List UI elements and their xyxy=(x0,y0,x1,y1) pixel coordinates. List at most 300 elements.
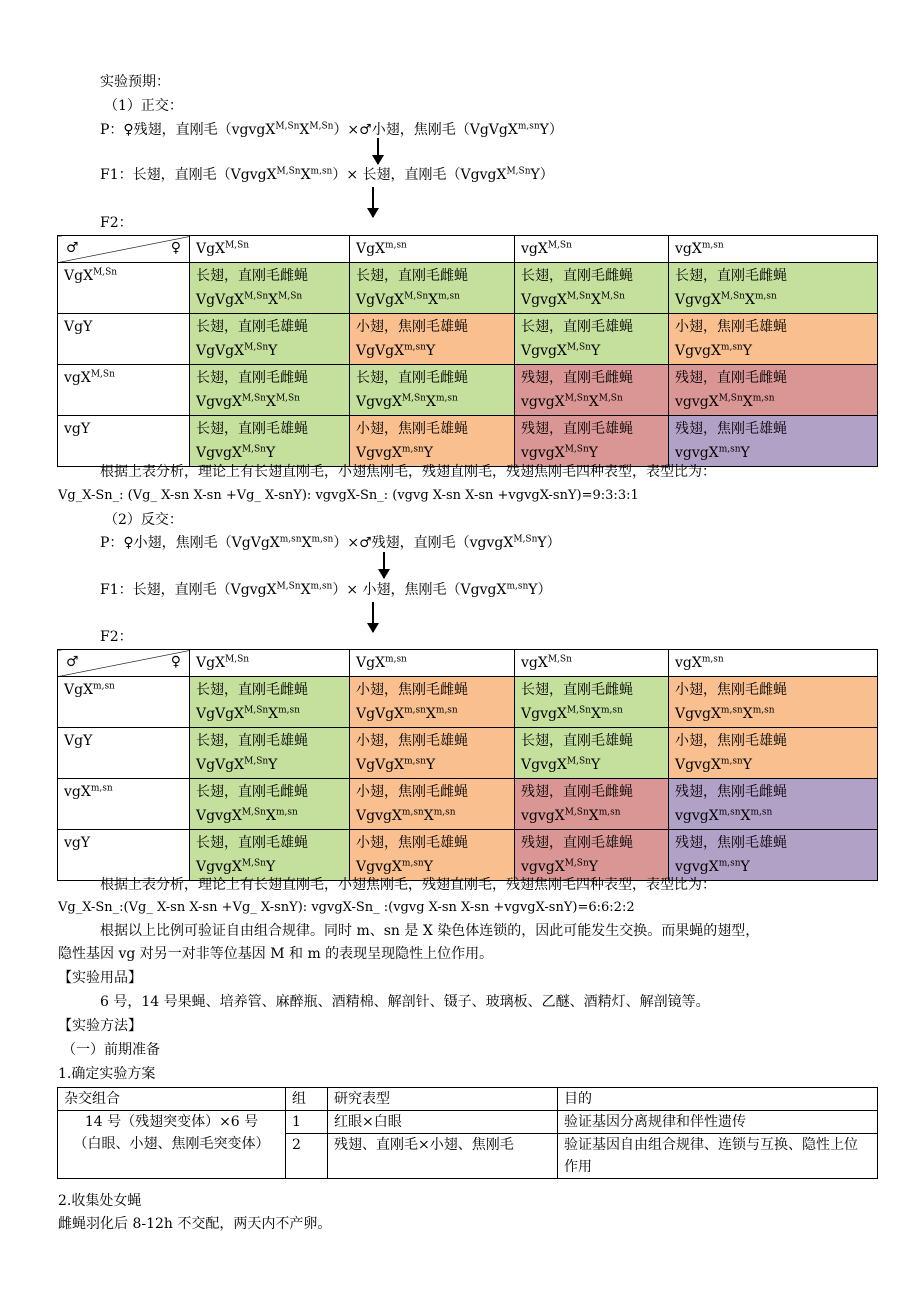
offspring-cell xyxy=(669,779,878,830)
genotype xyxy=(521,288,662,312)
materials-text: 6 号，14 号果蝇、培养管、麻醉瓶、酒精棉、解剖针、镊子、玻璃板、乙醚、酒精灯、解剖镜等。 xyxy=(100,994,710,1010)
phenotype: 小翅，焦刚毛雄蝇 xyxy=(356,421,468,437)
genotype-text: VgvgX xyxy=(356,394,402,410)
phenotype: 小翅，焦刚毛雌蝇 xyxy=(356,784,468,800)
step-title: 1.确定实验方案 xyxy=(58,1066,156,1082)
genotype-sup: M,Sn xyxy=(566,756,591,767)
phenotype: 小翅，焦刚毛雄蝇 xyxy=(675,733,787,749)
genotype-text: Y xyxy=(588,445,599,461)
f1-text: Y） xyxy=(528,582,552,598)
group-cell: 2 xyxy=(286,1134,328,1179)
genotype-text: VgVgX xyxy=(356,343,405,359)
phenotype: 残翅，直刚毛雌蝇 xyxy=(675,370,787,386)
genotype-sup: m,sn xyxy=(433,807,456,818)
genotype-text: VgVgX xyxy=(356,706,405,722)
p-generation-line xyxy=(100,120,563,140)
phenotype: 长翅，直刚毛雄蝇 xyxy=(196,319,308,335)
f1-sup: m,sn xyxy=(310,166,333,177)
gamete-text: VgX xyxy=(356,655,386,671)
phenotype: 长翅，直刚毛雌蝇 xyxy=(356,370,468,386)
gamete-text: VgX xyxy=(64,682,94,698)
gamete-sup: M,Sn xyxy=(225,240,250,251)
cross-combination-cell xyxy=(58,1111,286,1179)
genotype xyxy=(521,702,662,726)
genotype-text: VgvgX xyxy=(356,859,402,875)
f1-sup: M,Sn xyxy=(276,581,301,592)
conclusion-paragraph: 根据以上比例可验证自由组合规律。同时 m、sn 是 X 染色体连锁的，因此可能发生交换。而果蝇的翅型， xyxy=(100,923,760,939)
gamete-sup: M,Sn xyxy=(93,267,118,278)
offspring-cell xyxy=(669,263,878,314)
down-arrow-icon xyxy=(372,602,374,632)
row-header xyxy=(58,830,190,881)
genotype xyxy=(521,339,662,363)
conclusion-paragraph: 隐性基因 vg 对另一对非等位基因 M 和 m 的表现呈现隐性上位作用。 xyxy=(58,946,494,962)
p-text: ）×♂小翅，焦刚毛（VgVgX xyxy=(333,122,518,138)
trait-cell: 红眼×白眼 xyxy=(328,1111,558,1134)
down-arrow-icon xyxy=(372,187,374,217)
phenotype: 长翅，直刚毛雌蝇 xyxy=(196,370,308,386)
genotype-text: VgVgX xyxy=(356,292,405,308)
table-row xyxy=(58,314,878,365)
genotype-text: X xyxy=(588,394,599,410)
purpose-cell: 验证基因自由组合规律、连锁与互换、隐性上位作用 xyxy=(558,1134,878,1179)
genotype-text: X xyxy=(742,706,753,722)
offspring-cell xyxy=(515,416,669,467)
genotype xyxy=(356,804,508,828)
genotype-text: Y xyxy=(423,859,433,875)
genotype-sup: m,sn xyxy=(275,807,298,818)
phenotype: 长翅，直刚毛雌蝇 xyxy=(356,268,468,284)
genotype-text: X xyxy=(268,292,279,308)
genotype xyxy=(356,390,508,414)
f1-text: F1：长翅，直刚毛（VgvgX xyxy=(100,582,277,598)
forward-cross-label: （1）正交： xyxy=(104,98,183,114)
offspring-cell xyxy=(190,830,350,881)
gamete-text: vgY xyxy=(64,421,91,437)
offspring-cell xyxy=(350,677,515,728)
gamete-text: VgX xyxy=(356,241,386,257)
gamete-text: vgX xyxy=(521,655,548,671)
table-row xyxy=(58,263,878,314)
phenotype: 长翅，直刚毛雌蝇 xyxy=(675,268,787,284)
female-symbol: ♀ xyxy=(170,240,181,256)
offspring-cell xyxy=(350,416,515,467)
gamete-text: VgX xyxy=(64,268,94,284)
phenotype: 小翅，焦刚毛雌蝇 xyxy=(356,682,468,698)
genotype-text: X xyxy=(268,706,279,722)
genotype-sup: M,Sn xyxy=(241,393,266,404)
gamete-sup: m,sn xyxy=(701,240,724,251)
f1-sup: m,sn xyxy=(506,581,529,592)
genotype-sup: m,sn xyxy=(720,756,743,767)
gamete-text: vgY xyxy=(64,835,91,851)
cross-line: （白眼、小翅、焦刚毛突变体） xyxy=(73,1136,270,1152)
f1-text: Y） xyxy=(530,167,554,183)
genotype-sup: M,Sn xyxy=(241,858,266,869)
genotype xyxy=(196,390,343,414)
column-header xyxy=(669,650,878,677)
phenotype: 长翅，直刚毛雄蝇 xyxy=(521,733,633,749)
offspring-cell xyxy=(515,830,669,881)
row-header xyxy=(58,314,190,365)
header-cell: 杂交组合 xyxy=(58,1088,286,1111)
f1-sup: M,Sn xyxy=(276,166,301,177)
genotype-text: vgvgX xyxy=(521,808,565,824)
genotype xyxy=(521,390,662,414)
p-text: ）×♂残翅，直刚毛（vgvgX xyxy=(333,535,514,551)
genotype-text: VgvgX xyxy=(675,343,721,359)
genotype xyxy=(675,390,871,414)
genotype-text: VgvgX xyxy=(675,292,721,308)
genotype xyxy=(521,804,662,828)
p-sup: m,sn xyxy=(311,534,334,545)
female-symbol: ♀ xyxy=(170,654,181,670)
offspring-cell xyxy=(190,314,350,365)
genotype-text: Y xyxy=(590,343,601,359)
genotype-sup: m,sn xyxy=(404,342,426,353)
genotype-text: X xyxy=(740,808,751,824)
gamete-sup: m,sn xyxy=(701,654,724,665)
genotype-sup: m,sn xyxy=(401,807,424,818)
genotype-text: vgvgX xyxy=(675,445,719,461)
corner-cell xyxy=(58,650,190,677)
genotype-text: Y xyxy=(588,859,599,875)
genotype-text: X xyxy=(265,808,276,824)
header-row xyxy=(58,236,878,263)
analysis-text: 根据上表分析，理论上有长翅直刚毛，小翅焦刚毛，残翅直刚毛，残翅焦刚毛四种表型，表型比为： xyxy=(100,877,716,893)
gamete-text: vgX xyxy=(64,784,91,800)
offspring-cell xyxy=(515,779,669,830)
genotype xyxy=(356,339,508,363)
p-sup: M,Sn xyxy=(275,121,300,132)
offspring-cell xyxy=(190,677,350,728)
genotype-text: Y xyxy=(425,343,436,359)
down-arrow-icon xyxy=(377,138,379,164)
genotype-text: vgvgX xyxy=(521,445,565,461)
genotype-sup: m,sn xyxy=(598,807,621,818)
section-title: 实验预期： xyxy=(100,74,170,90)
genotype-text: X xyxy=(425,706,436,722)
f1-generation-line xyxy=(100,580,552,600)
genotype xyxy=(675,288,871,312)
materials-heading: 【实验用品】 xyxy=(58,970,142,986)
f2-label: F2： xyxy=(100,215,133,231)
gamete-sup: m,sn xyxy=(93,681,115,692)
genotype-sup: M,Sn xyxy=(600,291,625,302)
phenotype: 小翅，焦刚毛雄蝇 xyxy=(356,319,468,335)
table-row xyxy=(58,779,878,830)
genotype xyxy=(196,288,343,312)
f1-text: X xyxy=(300,167,311,183)
genotype xyxy=(356,702,508,726)
genotype-text: Y xyxy=(423,445,433,461)
p-generation-line xyxy=(100,533,561,553)
genotype-text: X xyxy=(425,394,436,410)
offspring-cell xyxy=(190,779,350,830)
genotype-sup: m,sn xyxy=(438,291,460,302)
genotype-text: VgvgX xyxy=(356,808,402,824)
offspring-cell xyxy=(350,314,515,365)
phenotype: 小翅，焦刚毛雄蝇 xyxy=(675,319,787,335)
genotype-sup: M,Sn xyxy=(401,393,426,404)
genotype-sup: m,sn xyxy=(720,342,743,353)
offspring-cell xyxy=(190,365,350,416)
genotype-sup: m,sn xyxy=(600,705,623,716)
genotype xyxy=(521,753,662,777)
genotype-sup: m,sn xyxy=(718,444,741,455)
f1-text: F1：长翅，直刚毛（VgvgX xyxy=(100,167,277,183)
group-cell: 1 xyxy=(286,1111,328,1134)
offspring-cell xyxy=(350,263,515,314)
f2-label: F2： xyxy=(100,629,133,645)
genotype-sup: M,Sn xyxy=(564,393,589,404)
genotype-sup: m,sn xyxy=(752,393,775,404)
phenotype: 长翅，直刚毛雄蝇 xyxy=(196,733,308,749)
genotype-text: VgvgX xyxy=(196,808,242,824)
offspring-cell xyxy=(350,728,515,779)
genotype-text: VgvgX xyxy=(521,757,567,773)
genotype-sup: M,Sn xyxy=(241,807,266,818)
header-cell: 目的 xyxy=(558,1088,878,1111)
genotype-sup: M,Sn xyxy=(278,291,303,302)
phenotype: 残翅，直刚毛雄蝇 xyxy=(521,835,633,851)
trait-cell: 残翅、直刚毛×小翅、焦刚毛 xyxy=(328,1134,558,1179)
methods-heading: 【实验方法】 xyxy=(58,1018,142,1034)
header-cell: 研究表型 xyxy=(328,1088,558,1111)
genotype-sup: m,sn xyxy=(404,756,426,767)
analysis-text: 根据上表分析，理论上有长翅直刚毛，小翅焦刚毛，残翅直刚毛，残翅焦刚毛四种表型，表型比为： xyxy=(100,464,716,480)
offspring-cell xyxy=(515,728,669,779)
genotype-text: X xyxy=(590,292,601,308)
offspring-cell xyxy=(669,365,878,416)
genotype-text: Y xyxy=(742,757,752,773)
offspring-cell xyxy=(190,263,350,314)
genotype-text: Y xyxy=(268,757,278,773)
genotype-sup: m,sn xyxy=(754,291,777,302)
genotype-text: vgvgX xyxy=(521,859,565,875)
p-text: Y） xyxy=(539,122,563,138)
genotype xyxy=(196,339,343,363)
offspring-cell xyxy=(515,677,669,728)
genotype-text: Y xyxy=(590,757,601,773)
offspring-cell xyxy=(350,830,515,881)
offspring-cell xyxy=(669,416,878,467)
row-header xyxy=(58,416,190,467)
genotype-sup: M,Sn xyxy=(275,393,300,404)
f1-sup: m,sn xyxy=(310,581,333,592)
header-row xyxy=(58,650,878,677)
genotype-sup: M,Sn xyxy=(244,291,269,302)
offspring-cell xyxy=(669,677,878,728)
p-text: X xyxy=(301,535,312,551)
genotype-sup: M,Sn xyxy=(566,291,591,302)
gamete-text: vgX xyxy=(675,655,702,671)
phenotype: 长翅，直刚毛雌蝇 xyxy=(196,268,308,284)
reciprocal-cross-label: （2）反交： xyxy=(104,512,183,528)
table-row xyxy=(58,677,878,728)
genotype-sup: m,sn xyxy=(278,705,300,716)
gamete-sup: m,sn xyxy=(385,240,407,251)
phenotype: 长翅，直刚毛雄蝇 xyxy=(196,421,308,437)
gamete-sup: M,Sn xyxy=(547,654,572,665)
genotype xyxy=(675,753,871,777)
genotype-text: X xyxy=(742,394,753,410)
gamete-text: vgX xyxy=(64,370,91,386)
body-text: 雌蝇羽化后 8-12h 不交配，两天内不产卵。 xyxy=(58,1216,332,1232)
genotype-sup: m,sn xyxy=(750,807,773,818)
genotype-sup: M,Sn xyxy=(244,342,269,353)
row-header xyxy=(58,263,190,314)
table-row xyxy=(58,1111,878,1134)
row-header xyxy=(58,728,190,779)
genotype-sup: M,Sn xyxy=(566,342,591,353)
genotype-text: VgVgX xyxy=(196,292,245,308)
phenotype: 残翅，焦刚毛雄蝇 xyxy=(675,421,787,437)
male-symbol: ♂ xyxy=(66,240,79,256)
p-sup: M,Sn xyxy=(309,121,334,132)
genotype-sup: m,sn xyxy=(718,858,741,869)
genotype-text: VgvgX xyxy=(675,706,721,722)
genotype-text: vgvgX xyxy=(675,859,719,875)
phenotype: 长翅，直刚毛雄蝇 xyxy=(196,835,308,851)
punnett-square-forward xyxy=(57,235,878,467)
genotype-sup: m,sn xyxy=(401,858,424,869)
table-row xyxy=(58,728,878,779)
header-cell: 组 xyxy=(286,1088,328,1111)
genotype-text: VgvgX xyxy=(521,292,567,308)
column-header xyxy=(515,236,669,263)
genotype-text: X xyxy=(428,292,439,308)
genotype xyxy=(356,288,508,312)
genotype-text: Y xyxy=(268,343,278,359)
down-arrow-icon xyxy=(383,552,385,578)
genotype-text: VgVgX xyxy=(196,706,245,722)
genotype xyxy=(675,702,871,726)
p-text: Y） xyxy=(537,535,561,551)
f1-sup: M,Sn xyxy=(506,166,531,177)
genotype-sup: M,Sn xyxy=(718,393,743,404)
genotype-text: vgvgX xyxy=(675,808,719,824)
genotype-sup: m,sn xyxy=(404,705,426,716)
genotype-text: VgvgX xyxy=(196,859,242,875)
genotype-sup: M,Sn xyxy=(720,291,745,302)
genotype-text: VgVgX xyxy=(356,757,405,773)
genotype-sup: m,sn xyxy=(752,705,775,716)
step-title: 2.收集处女蝇 xyxy=(58,1193,142,1209)
genotype-sup: m,sn xyxy=(435,393,458,404)
genotype-text: Y xyxy=(740,445,750,461)
phenotype: 残翅，直刚毛雌蝇 xyxy=(521,370,633,386)
genotype-text: VgvgX xyxy=(196,445,242,461)
genotype-sup: M,Sn xyxy=(241,444,266,455)
f1-text: ）× 小翅，焦刚毛（VgvgX xyxy=(332,582,507,598)
genotype xyxy=(356,753,508,777)
p-sup: m,sn xyxy=(517,121,540,132)
genotype-sup: m,sn xyxy=(720,705,743,716)
offspring-cell xyxy=(669,728,878,779)
column-header xyxy=(190,650,350,677)
genotype-text: VgVgX xyxy=(196,757,245,773)
phenotype: 长翅，直刚毛雄蝇 xyxy=(521,319,633,335)
genotype-text: VgvgX xyxy=(196,394,242,410)
row-header xyxy=(58,779,190,830)
gamete-text: vgX xyxy=(521,241,548,257)
gamete-text: VgY xyxy=(64,319,93,335)
phenotype: 残翅，直刚毛雌蝇 xyxy=(521,784,633,800)
phenotype: 残翅，焦刚毛雌蝇 xyxy=(675,784,787,800)
p-sup: m,sn xyxy=(279,534,302,545)
column-header xyxy=(190,236,350,263)
genotype-text: VgvgX xyxy=(521,343,567,359)
genotype-text: VgvgX xyxy=(356,445,402,461)
table-row xyxy=(58,416,878,467)
genotype-text: X xyxy=(588,808,599,824)
genotype-sup: M,Sn xyxy=(564,807,589,818)
genotype-sup: m,sn xyxy=(401,444,424,455)
row-header xyxy=(58,677,190,728)
phenotype: 小翅，焦刚毛雌蝇 xyxy=(675,682,787,698)
phenotype: 小翅，焦刚毛雄蝇 xyxy=(356,835,468,851)
phenotype: 残翅，焦刚毛雄蝇 xyxy=(675,835,787,851)
phenotype: 长翅，直刚毛雌蝇 xyxy=(196,682,308,698)
phenotype: 长翅，直刚毛雌蝇 xyxy=(521,268,633,284)
genotype-text: X xyxy=(423,808,434,824)
genotype-text: vgvgX xyxy=(521,394,565,410)
genotype-sup: M,Sn xyxy=(244,705,269,716)
genotype-sup: M,Sn xyxy=(598,393,623,404)
offspring-cell xyxy=(350,779,515,830)
offspring-cell xyxy=(515,365,669,416)
genotype-text: vgvgX xyxy=(675,394,719,410)
experiment-plan-table xyxy=(57,1087,878,1179)
genotype-text: VgvgX xyxy=(675,757,721,773)
genotype-text: VgvgX xyxy=(521,706,567,722)
genotype-sup: M,Sn xyxy=(564,444,589,455)
phenotype: 残翅，直刚毛雄蝇 xyxy=(521,421,633,437)
offspring-cell xyxy=(515,314,669,365)
column-header xyxy=(515,650,669,677)
genotype xyxy=(675,804,871,828)
genotype xyxy=(196,702,343,726)
genotype-text: X xyxy=(744,292,755,308)
offspring-cell xyxy=(669,314,878,365)
genotype-sup: m,sn xyxy=(718,807,741,818)
gamete-sup: M,Sn xyxy=(90,369,115,380)
genotype-text: X xyxy=(590,706,601,722)
p-text: X xyxy=(299,122,310,138)
genotype-text: Y xyxy=(265,859,276,875)
genotype-text: Y xyxy=(425,757,436,773)
column-header xyxy=(669,236,878,263)
methods-subheading: （一）前期准备 xyxy=(62,1042,160,1058)
gamete-sup: M,Sn xyxy=(547,240,572,251)
offspring-cell xyxy=(190,416,350,467)
genotype-text: Y xyxy=(742,343,752,359)
male-symbol: ♂ xyxy=(66,654,79,670)
offspring-cell xyxy=(190,728,350,779)
genotype-sup: M,Sn xyxy=(566,705,591,716)
column-header xyxy=(350,236,515,263)
genotype xyxy=(675,339,871,363)
f1-text: X xyxy=(300,582,311,598)
p-sup: M,Sn xyxy=(513,534,538,545)
genotype xyxy=(196,804,343,828)
row-header xyxy=(58,365,190,416)
offspring-cell xyxy=(669,830,878,881)
purpose-cell: 验证基因分离规律和伴性遗传 xyxy=(558,1111,878,1134)
p-text: P：♀小翅，焦刚毛（VgVgX xyxy=(100,535,280,551)
p-text: P：♀残翅，直刚毛（vgvgX xyxy=(100,122,276,138)
